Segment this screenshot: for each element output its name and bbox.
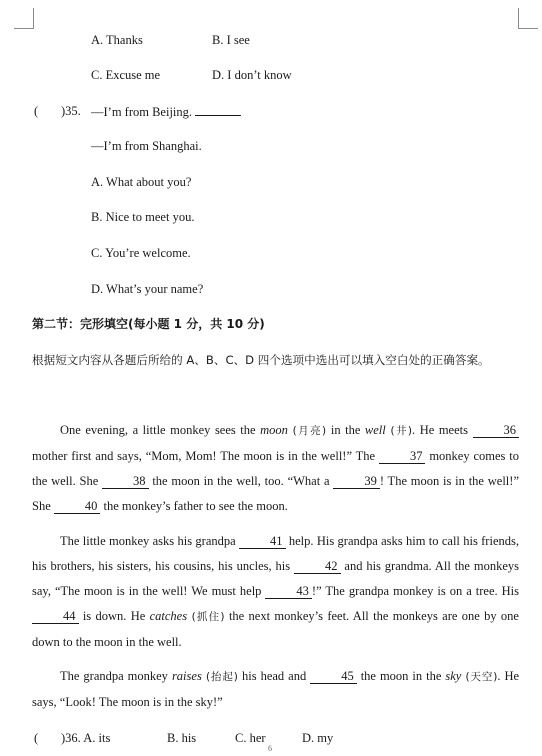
page-number: 6 [268, 744, 272, 753]
p3-sky: sky [445, 669, 462, 683]
q36-option-b: B. his [167, 731, 197, 745]
p2-text: is down. He [78, 609, 150, 623]
blank-39: 39 [333, 474, 380, 489]
option-34-b: B. I see [212, 33, 250, 47]
q36-option-a: )36. A. its [61, 731, 111, 745]
p2-text: help. His grandpa asks him to call his friends, his brothers, his sisters, his cousins, his uncles, his [32, 534, 519, 573]
p1-text: One evening, a little monkey sees the [60, 423, 261, 437]
p2-text: The little monkey asks his grandpa [60, 534, 240, 548]
p3-raises: raises [171, 669, 202, 683]
p2-text: !” The grandpa monkey is on a tree. His [311, 584, 519, 598]
q35-reply: —I’m from Shanghai. [91, 139, 202, 153]
p1-text: ! The moon is in the well!” She [32, 474, 519, 513]
p1-moon: moon [260, 423, 288, 437]
p2-catches-gloss: (抓住) [187, 611, 229, 623]
q36-option-d: D. my [302, 731, 334, 745]
p1-text: the moon in the well, too. “What a [148, 474, 334, 488]
p1-well: well [364, 423, 386, 437]
option-34-a: A. Thanks [91, 33, 143, 47]
q35-prompt [91, 103, 241, 120]
p3-text: . He says, “Look! The moon is in the sky!” [32, 669, 520, 709]
corner-mark-left [33, 8, 34, 28]
corner-mark-left-h [14, 28, 34, 29]
blank-45: 45 [310, 669, 357, 684]
blank-38: 38 [102, 474, 149, 489]
q35-option-a: A. What about you? [91, 175, 192, 189]
q35-prompt-text: —I’m from Beijing. [91, 105, 193, 119]
p2-catches: catches [149, 609, 188, 623]
blank-41: 41 [239, 534, 286, 549]
corner-mark-right [518, 8, 519, 28]
q36-option-c: C. her [235, 731, 266, 745]
section-instruction: 根据短文内容从各题后所给的 A、B、C、D 四个选项中选出可以填入空白处的正确答案。 [32, 353, 490, 367]
option-34-d: D. I don’t know [212, 68, 292, 82]
p1-text: monkey comes to the well. She [32, 449, 519, 488]
q35-bracket-open: ( [34, 104, 39, 118]
blank-40: 40 [54, 499, 101, 514]
p1-text: the monkey’s father to see the moon. [100, 499, 288, 513]
passage-paragraph-3 [32, 664, 519, 715]
blank-44: 44 [32, 609, 79, 624]
p3-text: his head and [242, 669, 311, 683]
p1-text: mother first and says, “Mom, Mom! The moon is in the well!” The [32, 449, 379, 463]
q35-option-c: C. You’re welcome. [91, 246, 191, 260]
corner-mark-right-h [518, 28, 538, 29]
p2-text: the next monkey’s feet. All the monkeys are one by one down to the moon in the well. [32, 609, 519, 649]
p1-moon-gloss: (月亮) [287, 425, 331, 437]
p3-raises-gloss: (抬起) [201, 671, 242, 683]
p3-sky-gloss: (天空) [461, 671, 498, 683]
option-34-c: C. Excuse me [91, 68, 161, 82]
blank-43: 43 [265, 584, 312, 599]
q35-number: )35. [61, 104, 81, 118]
p3-text: the moon in the [356, 669, 446, 683]
q36-bracket-open: ( [34, 731, 39, 745]
p3-text: The grandpa monkey [60, 669, 172, 683]
p1-text: in the [330, 423, 365, 437]
passage-paragraph-2 [32, 529, 519, 655]
q35-blank [195, 103, 241, 116]
q35-option-d: D. What’s your name? [91, 282, 204, 296]
q35-option-b: B. Nice to meet you. [91, 210, 195, 224]
p1-text: . He meets [412, 423, 473, 437]
p1-well-gloss: (井) [385, 425, 413, 437]
p2-text: and his grandma. All the monkeys say, “The moon is in the well! We must help [32, 559, 519, 598]
blank-36: 36 [473, 423, 520, 438]
section-heading: 第二节：完形填空(每小题 1 分，共 10 分) [32, 317, 265, 331]
blank-37: 37 [379, 449, 426, 464]
passage-paragraph-1 [32, 418, 519, 519]
blank-42: 42 [294, 559, 341, 574]
